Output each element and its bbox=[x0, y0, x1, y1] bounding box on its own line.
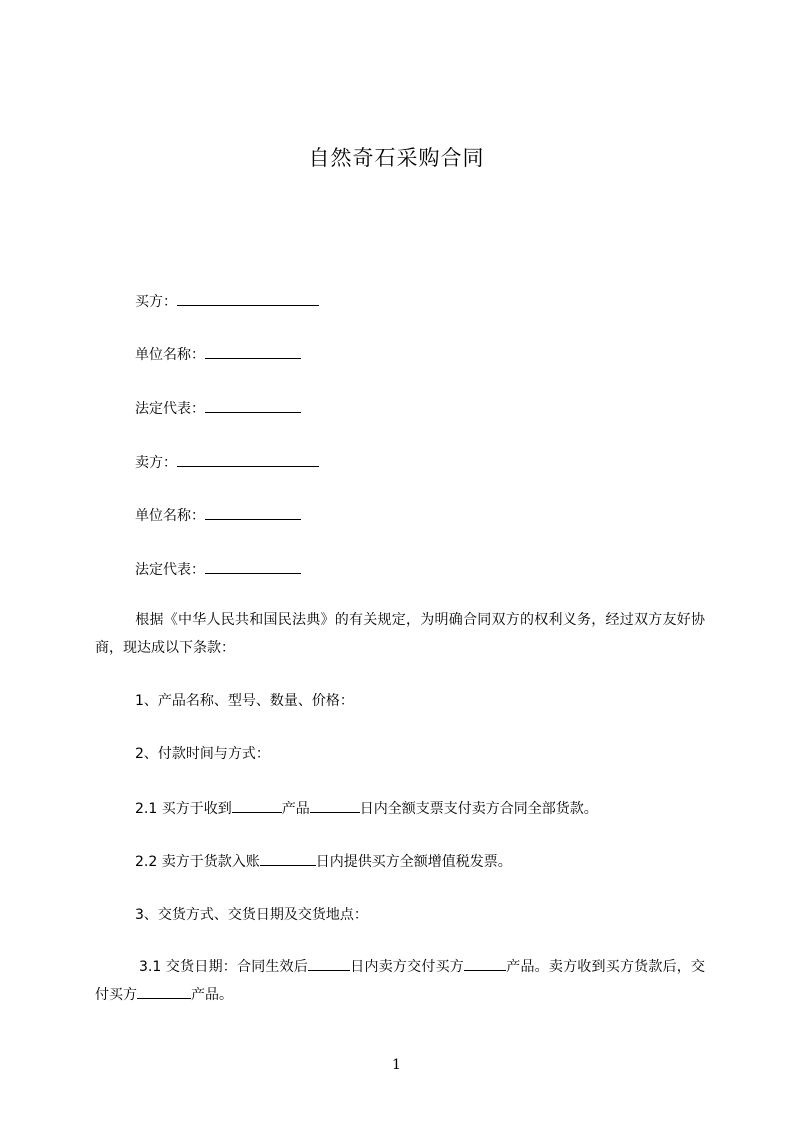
clause-3-1-blank-2[interactable] bbox=[464, 956, 506, 971]
seller-rep-line bbox=[135, 559, 301, 580]
preamble-paragraph bbox=[95, 606, 705, 662]
clause-3-1 bbox=[95, 953, 705, 1009]
buyer-rep-label: 法定代表： bbox=[135, 401, 205, 417]
clause-3-1-part-b: 日内卖方交付买方 bbox=[350, 959, 465, 975]
clause-3-1-part-d: 产品。 bbox=[191, 987, 233, 1003]
buyer-unit-blank[interactable] bbox=[205, 344, 301, 359]
clause-2-2-blank[interactable] bbox=[260, 851, 316, 866]
clause-3-1-blank-1[interactable] bbox=[308, 956, 350, 971]
clause-3 bbox=[135, 905, 368, 925]
buyer-line bbox=[135, 291, 319, 312]
clause-2-text: 2、付款时间与方式： bbox=[135, 746, 270, 762]
seller-label: 卖方： bbox=[135, 455, 177, 471]
seller-unit-line bbox=[135, 505, 301, 526]
seller-blank[interactable] bbox=[177, 452, 319, 467]
clause-2-2-part-a: 2.2 卖方于货款入账 bbox=[135, 854, 260, 870]
clause-2-2-part-b: 日内提供买方全额增值税发票。 bbox=[315, 854, 512, 870]
clause-2-1 bbox=[135, 798, 598, 819]
buyer-rep-blank[interactable] bbox=[205, 398, 301, 413]
clause-3-text: 3、交货方式、交货日期及交货地点： bbox=[135, 907, 368, 923]
clause-2-1-blank-1[interactable] bbox=[232, 798, 282, 813]
document-title: 自然奇石采购合同 bbox=[308, 146, 485, 170]
preamble-text: 根据《中华人民共和国民法典》的有关规定，为明确合同双方的权利义务，经过双方友好协商，现达成以下条款： bbox=[95, 612, 705, 656]
buyer-label: 买方： bbox=[135, 294, 177, 310]
clause-3-1-blank-3[interactable] bbox=[137, 984, 191, 999]
clause-3-1-part-c: 产品。卖方收到买方货款后，交付买方 bbox=[95, 959, 706, 1003]
buyer-unit-line bbox=[135, 344, 301, 365]
clause-2-1-part-c: 日内全额支票支付卖方合同全部货款。 bbox=[359, 801, 598, 817]
seller-rep-blank[interactable] bbox=[205, 559, 301, 574]
buyer-blank[interactable] bbox=[177, 291, 319, 306]
clause-2-1-part-b: 产品 bbox=[281, 801, 310, 817]
seller-unit-label: 单位名称： bbox=[135, 508, 205, 524]
clause-2-2 bbox=[135, 851, 512, 872]
clause-2-1-blank-2[interactable] bbox=[310, 798, 360, 813]
clause-2-1-part-a: 2.1 买方于收到 bbox=[135, 801, 232, 817]
clause-1-text: 1、产品名称、型号、数量、价格： bbox=[135, 693, 354, 709]
clause-3-1-part-a: 3.1 交货日期：合同生效后 bbox=[139, 959, 309, 975]
buyer-unit-label: 单位名称： bbox=[135, 347, 205, 363]
seller-line bbox=[135, 452, 319, 473]
page-number: 1 bbox=[392, 1057, 401, 1073]
clause-1 bbox=[135, 691, 354, 711]
seller-rep-label: 法定代表： bbox=[135, 562, 205, 578]
seller-unit-blank[interactable] bbox=[205, 505, 301, 520]
clause-2 bbox=[135, 744, 270, 764]
buyer-rep-line bbox=[135, 398, 301, 419]
